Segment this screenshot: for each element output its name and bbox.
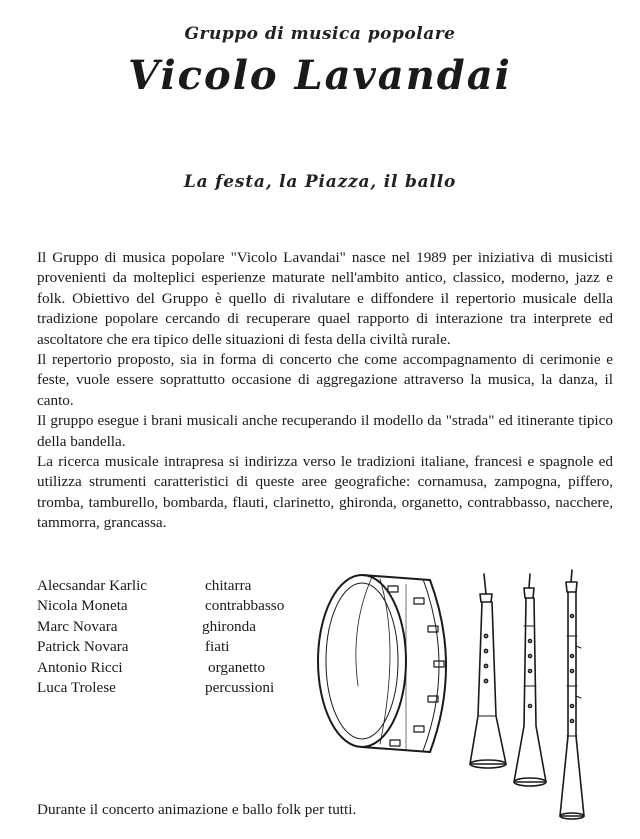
instruments-illustration <box>310 566 610 826</box>
paragraph: La ricerca musicale intrapresa si indirizza verso le tradizioni italiane, francesi e spagnole ed utilizza strumenti caratteristici di queste aree geografiche: cornamusa, zampogna, piffero, tromba, tamburello, bombarda, flauti, clarinetto, ghironda, organetto, contrabbasso, nacchere, tammorra, grancassa. <box>37 453 613 532</box>
member-role: chitarra <box>205 577 252 594</box>
member-role: percussioni <box>205 679 275 697</box>
member-row <box>37 576 327 596</box>
clarinet-icon <box>560 570 584 819</box>
member-name: Alecsandar Karlic <box>37 577 148 594</box>
member-row <box>37 596 327 616</box>
member-role: ghironda <box>202 617 256 635</box>
member-role: organetto <box>208 658 266 676</box>
members-list <box>37 576 327 698</box>
member-role: contrabbasso <box>205 597 285 615</box>
member-name: Antonio Ricci <box>37 658 123 676</box>
page-title: Vicolo Lavandai <box>128 52 512 99</box>
member-name: Nicola Moneta <box>37 597 128 615</box>
member-row <box>37 658 327 678</box>
member-name: Patrick Novara <box>37 638 129 656</box>
group-subtitle: Gruppo di musica popolare <box>184 24 456 44</box>
paragraph: Il repertorio proposto, sia in forma di concerto che come accompagnamento di cerimonie e feste, vuole essere soprattutto occasione di aggregazione attraverso la musica, la danza, il canto. <box>37 351 613 409</box>
paragraph: Il gruppo esegue i brani musicali anche recuperando il modello da "strada" ed itinerante tipico della bandella. <box>37 412 613 450</box>
bass-drum-icon <box>318 575 446 752</box>
description <box>37 248 613 534</box>
member-name: Marc Novara <box>37 617 118 635</box>
motto: La festa, la Piazza, il ballo <box>183 172 457 192</box>
member-row <box>37 617 327 637</box>
bombard-icon <box>470 574 506 768</box>
footer-note: Durante il concerto animazione e ballo folk per tutti. <box>37 801 357 818</box>
shawm-icon <box>514 574 546 786</box>
member-row <box>37 637 327 657</box>
paragraph: Il Gruppo di musica popolare "Vicolo Lavandai" nasce nel 1989 per iniziativa di musicisti provenienti da molteplici esperienze maturate nell'ambito antico, classico, moderno, jazz e folk. Obiettivo del Gruppo è quello di rivalutare e diffondere il repertorio musicale della tradizione popolare cercando di recuperare quael rapporto di interazione tra interprete ed ascoltatore che era tipico delle situazioni di festa della civiltà rurale. <box>37 249 613 348</box>
member-name: Luca Trolese <box>37 679 116 697</box>
member-row <box>37 678 327 698</box>
member-role: fiati <box>205 638 230 656</box>
